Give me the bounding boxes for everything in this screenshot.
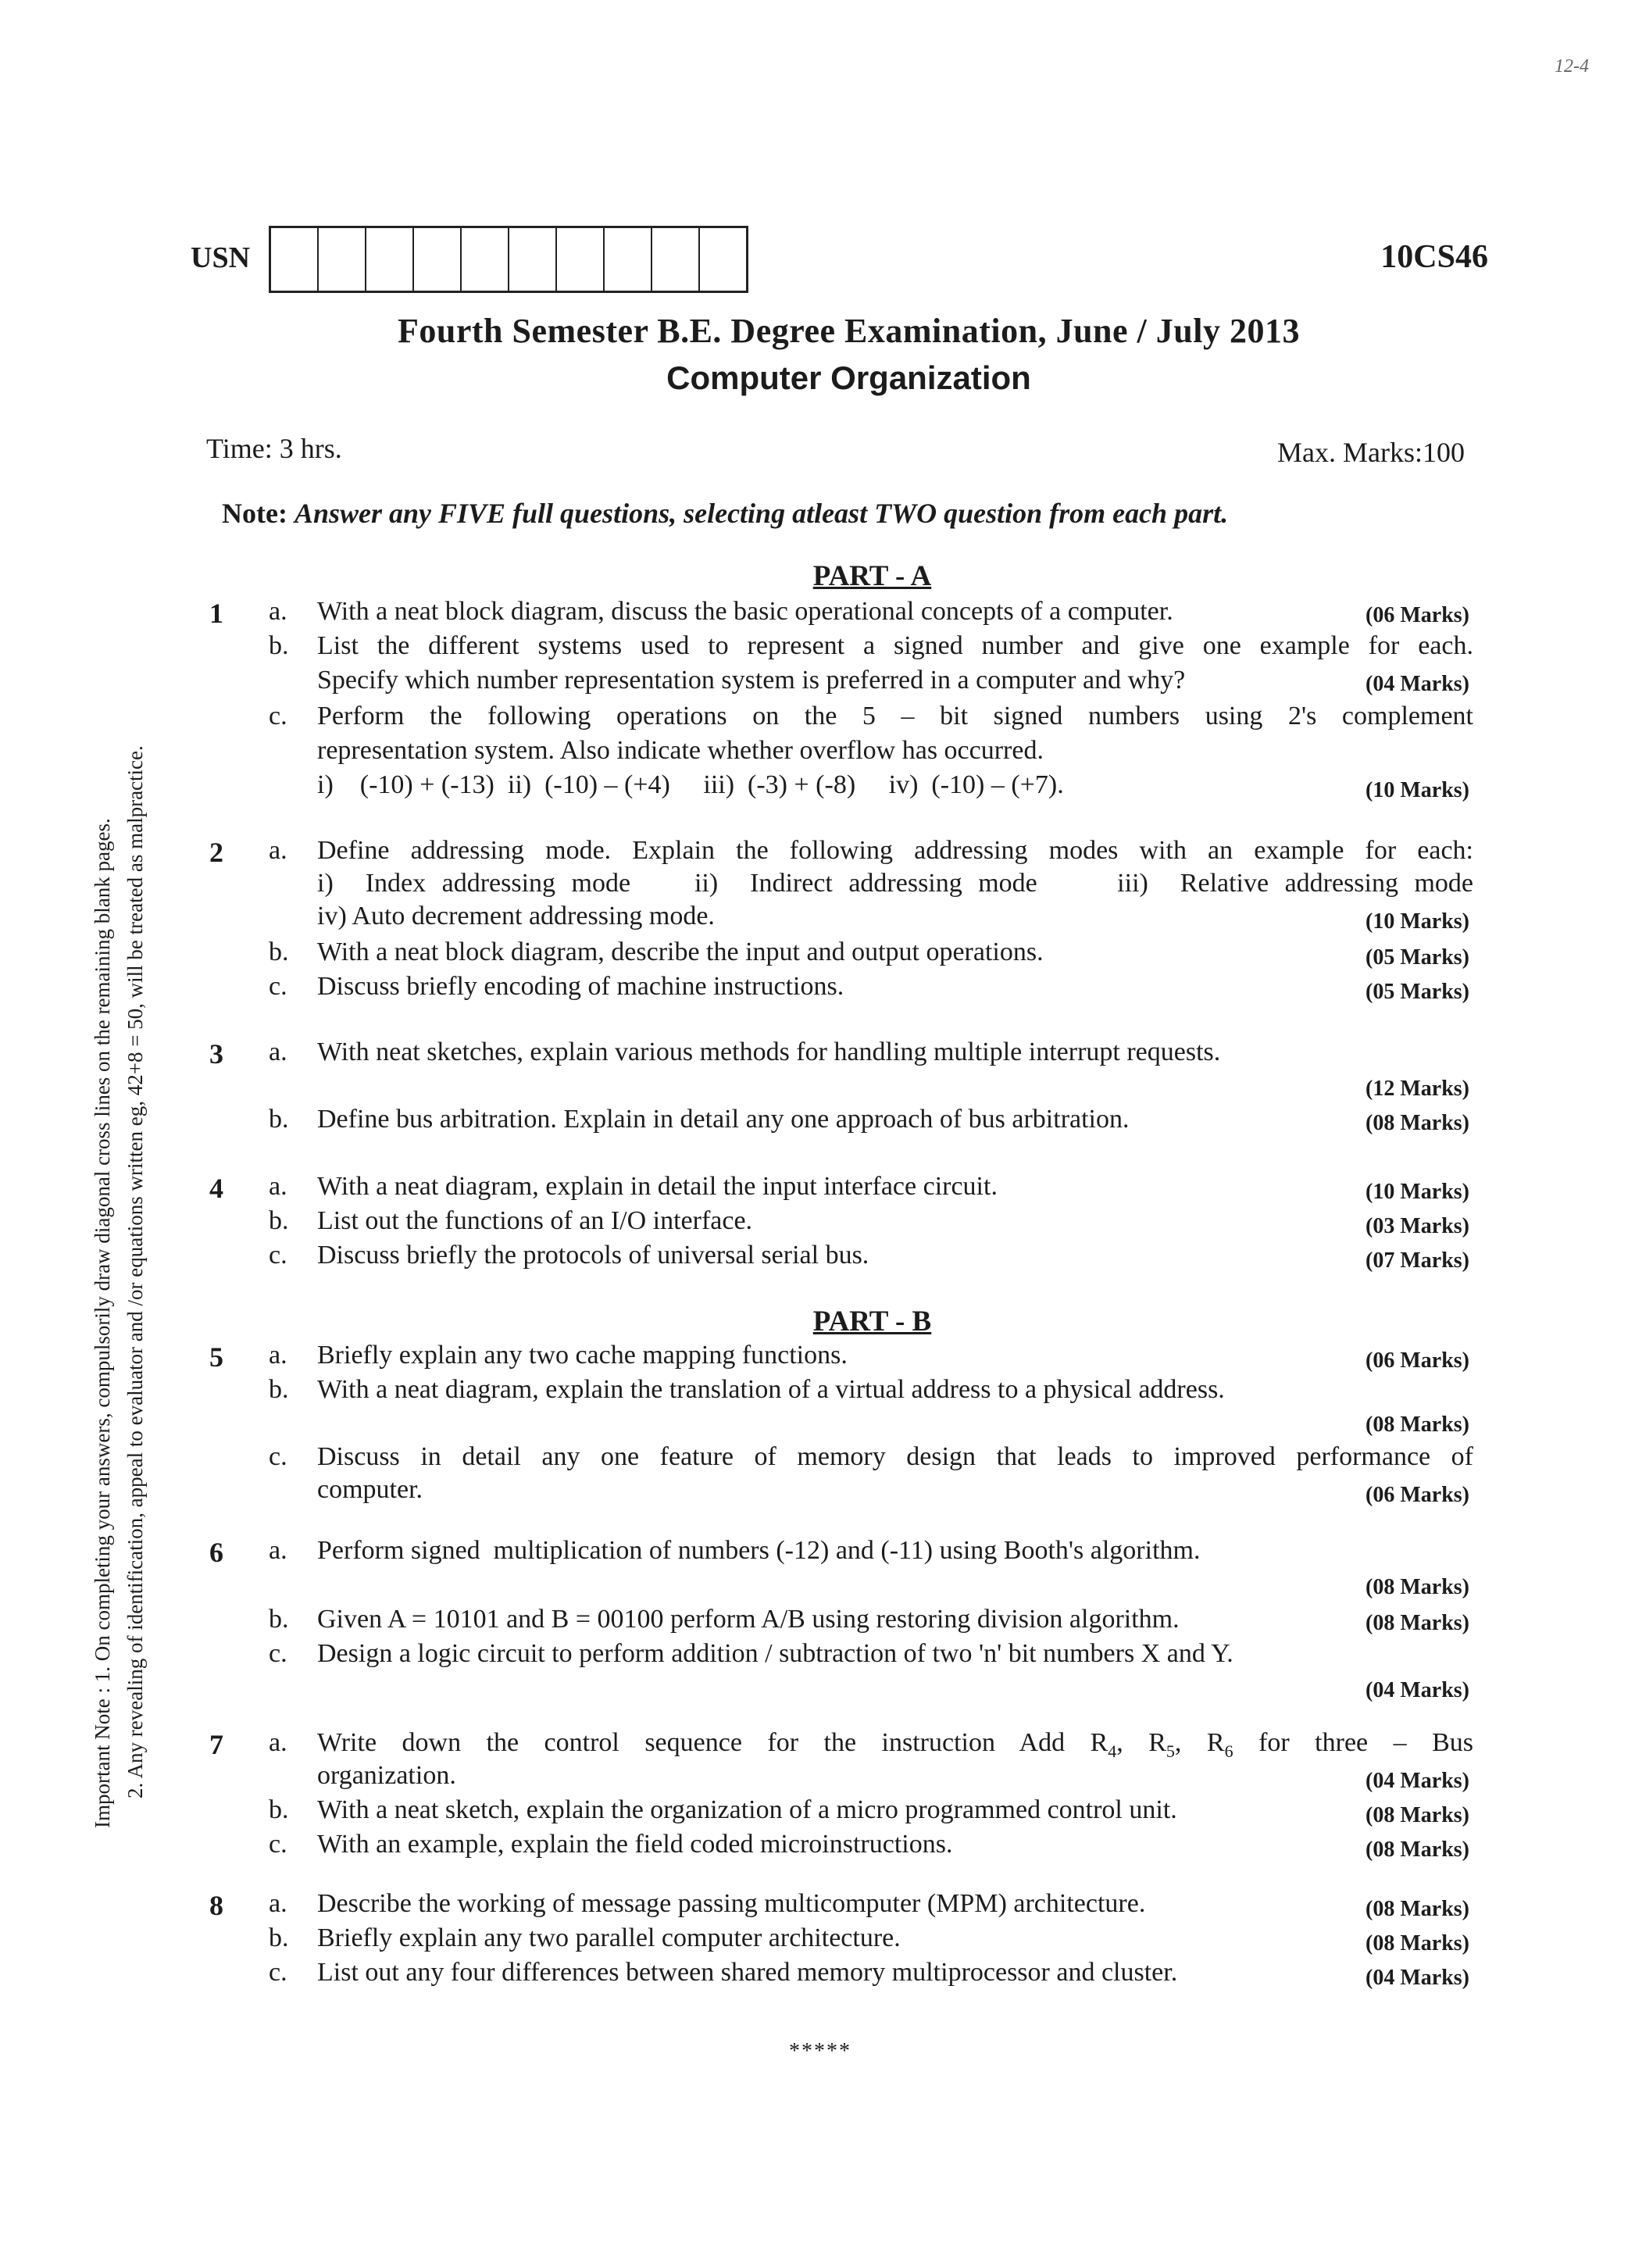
- marks: (12 Marks): [1365, 1077, 1469, 1101]
- subpart-label: a.: [269, 1728, 287, 1757]
- marks: (08 Marks): [1365, 1897, 1469, 1921]
- question-text: With a neat diagram, explain the translation of a virtual address to a physical address.: [317, 1375, 1225, 1404]
- question-text: Discuss in detail any one feature of memory design that leads to improved performance of: [317, 1442, 1473, 1471]
- question-number: 1: [209, 598, 223, 629]
- question-text: iv) Auto decrement addressing mode.: [317, 902, 715, 930]
- question-text: List the different systems used to represent a signed number and give one example for each.: [317, 631, 1473, 660]
- subpart-label: a.: [269, 597, 287, 626]
- marks: (04 Marks): [1365, 1769, 1469, 1793]
- marks: (04 Marks): [1365, 1966, 1469, 1990]
- question-text-part: Write down the control sequence for the instruction Add R: [317, 1728, 1108, 1757]
- marks: (08 Marks): [1365, 1111, 1469, 1135]
- subpart-label: a.: [269, 1889, 287, 1918]
- instructions-note: [222, 497, 1228, 530]
- course-code: 10CS46: [1380, 239, 1488, 275]
- question-text: Define addressing mode. Explain the following addressing modes with an example for each:: [317, 836, 1473, 865]
- marks: (05 Marks): [1365, 980, 1469, 1004]
- usn-cell[interactable]: [509, 228, 557, 291]
- marks: (08 Marks): [1365, 1803, 1469, 1827]
- marks: (08 Marks): [1365, 1611, 1469, 1635]
- question-text: List out any four differences between shared memory multiprocessor and cluster.: [317, 1958, 1178, 1987]
- question-text: With a neat block diagram, describe the input and output operations.: [317, 938, 1044, 966]
- marks: (03 Marks): [1365, 1214, 1469, 1238]
- subpart-label: b.: [269, 1923, 289, 1952]
- subpart-label: b.: [269, 938, 289, 966]
- usn-cell[interactable]: [700, 228, 746, 291]
- subpart-label: c.: [269, 702, 287, 730]
- register-subscript: 6: [1224, 1741, 1233, 1761]
- question-text: Briefly explain any two parallel computer architecture.: [317, 1923, 901, 1952]
- subpart-label: a.: [269, 1172, 287, 1201]
- question-text: Describe the working of message passing multicomputer (MPM) architecture.: [317, 1889, 1146, 1918]
- subpart-label: b.: [269, 1375, 289, 1404]
- marks: (08 Marks): [1365, 1575, 1469, 1599]
- marks: (05 Marks): [1365, 945, 1469, 970]
- question-text: With an example, explain the field coded microinstructions.: [317, 1830, 953, 1859]
- corner-mark: 12-4: [1555, 56, 1589, 77]
- question-text: Define bus arbitration. Explain in detail any one approach of bus arbitration.: [317, 1105, 1130, 1134]
- usn-cell[interactable]: [271, 228, 319, 291]
- question-text: Discuss briefly encoding of machine instructions.: [317, 972, 844, 1001]
- marks: (08 Marks): [1365, 1413, 1469, 1437]
- subpart-label: a.: [269, 1038, 287, 1066]
- margin-note-line-1: Important Note : 1. On completing your answers, compulsorily draw diagonal cross lines on the remaining blank pages.: [91, 818, 114, 1828]
- subpart-label: b.: [269, 1105, 289, 1134]
- end-stars: *****: [789, 2039, 851, 2063]
- marks: (10 Marks): [1365, 778, 1469, 802]
- subpart-label: b.: [269, 631, 289, 660]
- usn-label: USN: [191, 241, 251, 274]
- question-text: With a neat block diagram, discuss the basic operational concepts of a computer.: [317, 597, 1173, 626]
- question-text: With a neat diagram, explain in detail the input interface circuit.: [317, 1172, 998, 1201]
- question-number: 3: [209, 1038, 223, 1070]
- marks: (04 Marks): [1365, 1678, 1469, 1702]
- question-number: 2: [209, 837, 223, 868]
- subpart-label: a.: [269, 1536, 287, 1565]
- marks: (08 Marks): [1365, 1838, 1469, 1862]
- part-b-heading: PART - B: [812, 1305, 932, 1338]
- usn-cell[interactable]: [462, 228, 509, 291]
- question-text: Perform the following operations on the 5 – bit signed numbers using 2's complement: [317, 702, 1473, 730]
- question-text: With a neat sketch, explain the organization of a micro programmed control unit.: [317, 1795, 1177, 1824]
- marks: (06 Marks): [1365, 1483, 1469, 1507]
- subpart-label: b.: [269, 1795, 289, 1824]
- marks: (08 Marks): [1365, 1931, 1469, 1955]
- question-text: List out the functions of an I/O interface.: [317, 1206, 753, 1235]
- marks: (10 Marks): [1365, 909, 1469, 934]
- subpart-label: c.: [269, 1442, 287, 1471]
- subpart-label: c.: [269, 1639, 287, 1668]
- question-text-part: for three – Bus: [1258, 1728, 1473, 1757]
- note-text: Answer any FIVE full questions, selecting atleast TWO question from each part.: [294, 498, 1229, 529]
- question-number: 5: [209, 1341, 223, 1373]
- margin-important-note: [86, 745, 152, 1828]
- usn-cell[interactable]: [319, 228, 366, 291]
- usn-cell[interactable]: [557, 228, 605, 291]
- subpart-label: c.: [269, 972, 287, 1001]
- register-subscript: 4: [1108, 1741, 1117, 1761]
- marks: (06 Marks): [1365, 603, 1469, 627]
- subpart-label: c.: [269, 1830, 287, 1859]
- usn-boxes[interactable]: [269, 226, 748, 293]
- subpart-label: c.: [269, 1241, 287, 1270]
- subpart-label: b.: [269, 1206, 289, 1235]
- marks: (07 Marks): [1365, 1248, 1469, 1273]
- marks: (10 Marks): [1365, 1180, 1469, 1204]
- question-text: Specify which number representation system is preferred in a computer and why?: [317, 666, 1186, 695]
- question-text: Design a logic circuit to perform addition / subtraction of two 'n' bit numbers X and Y.: [317, 1639, 1233, 1668]
- question-text: Given A = 10101 and B = 00100 perform A/B using restoring division algorithm.: [317, 1605, 1180, 1634]
- subject-title: Computer Organization: [666, 359, 1031, 396]
- usn-cell[interactable]: [414, 228, 462, 291]
- question-text: Perform signed multiplication of numbers (-12) and (-11) using Booth's algorithm.: [317, 1536, 1201, 1565]
- marks: (04 Marks): [1365, 672, 1469, 696]
- subpart-label: b.: [269, 1605, 289, 1634]
- question-text: representation system. Also indicate whether overflow has occurred.: [317, 736, 1044, 765]
- time-allowed: Time: 3 hrs.: [206, 433, 342, 464]
- question-text: i) Index addressing mode ii) Indirect addressing mode iii) Relative addressing mode: [317, 869, 1473, 898]
- question-text: computer.: [317, 1475, 423, 1504]
- subpart-label: a.: [269, 1341, 287, 1370]
- exam-title: Fourth Semester B.E. Degree Examination, June / July 2013: [398, 312, 1300, 350]
- note-label: Note:: [222, 498, 287, 529]
- question-number: 4: [209, 1173, 223, 1204]
- question-text: With neat sketches, explain various methods for handling multiple interrupt requests.: [317, 1038, 1221, 1066]
- max-marks: Max. Marks:100: [1277, 437, 1465, 468]
- subpart-label: a.: [269, 836, 287, 865]
- register-subscript: 5: [1166, 1741, 1175, 1761]
- question-number: 6: [209, 1537, 223, 1568]
- part-a-heading: PART - A: [812, 560, 932, 592]
- question-text: organization.: [317, 1761, 456, 1790]
- question-text: Write down the control sequence for the instruction Add $R_4$, $R_5$, $R_6$ for three – Bus: [317, 1728, 1473, 1761]
- question-number: 8: [209, 1890, 223, 1921]
- subpart-label: c.: [269, 1958, 287, 1987]
- question-number: 7: [209, 1729, 223, 1760]
- usn-cell[interactable]: [366, 228, 414, 291]
- question-text: Briefly explain any two cache mapping functions.: [317, 1341, 848, 1370]
- usn-cell[interactable]: [605, 228, 652, 291]
- usn-cell[interactable]: [652, 228, 700, 291]
- question-text: i) (-10) + (-13) ii) (-10) – (+4) iii) (-3) + (-8) iv) (-10) – (+7).: [317, 770, 1064, 799]
- question-text: Discuss briefly the protocols of universal serial bus.: [317, 1241, 869, 1270]
- margin-note-line-2: 2. Any revealing of identification, appeal to evaluator and /or equations written eg, 42+8 = 50, will be treated as malpractice.: [123, 745, 147, 1798]
- marks: (06 Marks): [1365, 1348, 1469, 1373]
